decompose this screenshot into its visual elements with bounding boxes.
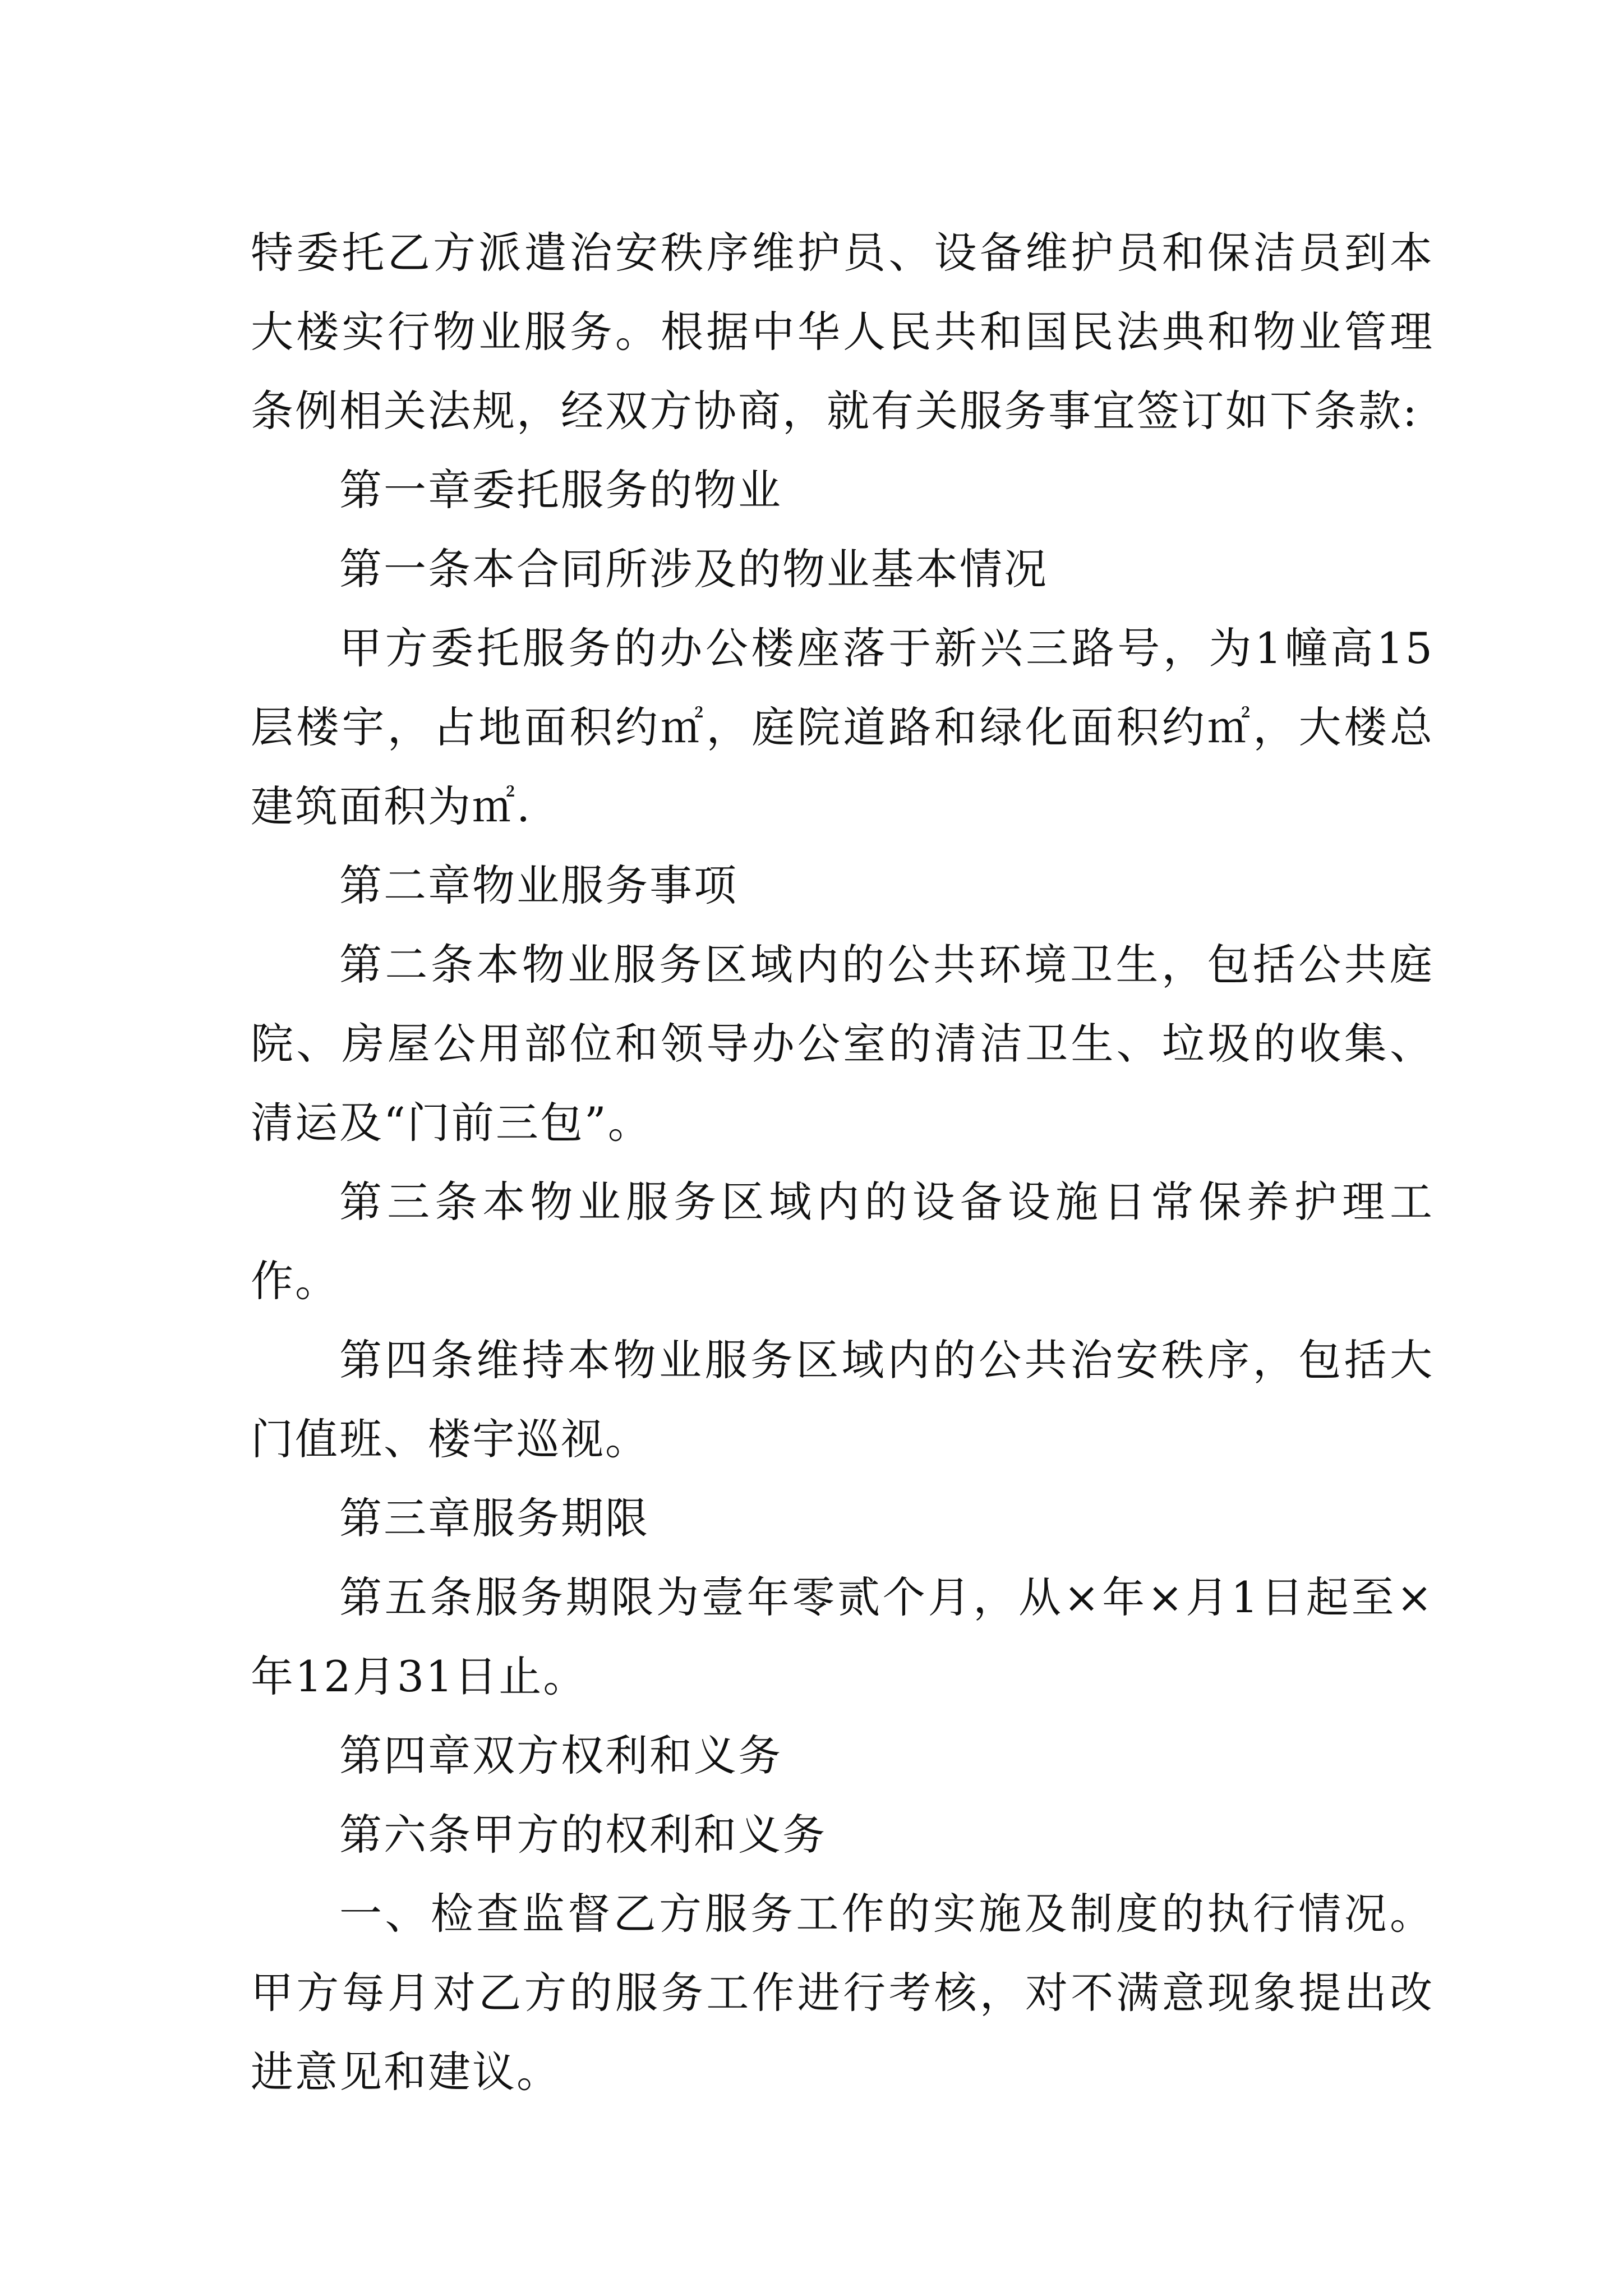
article-6-item-1: 一、检查监督乙方服务工作的实施及制度的执行情况。甲方每月对乙方的服务工作进行考核，对不满意现象提出改进意见和建议。 — [251, 1889, 1434, 2097]
article-1-heading: 第一条本合同所涉及的物业基本情况 — [339, 544, 1048, 594]
chapter-heading-1: 第一章委托服务的物业 — [339, 465, 782, 515]
chapter-heading-4: 第四章双方权利和义务 — [339, 1731, 782, 1780]
article-6-heading: 第六条甲方的权利和义务 — [339, 1810, 827, 1860]
article-3: 第三条本物业服务区域内的设备设施日常保养护理工作。 — [251, 1177, 1434, 1306]
document-body — [251, 213, 1434, 2111]
article-5: 第五条服务期限为壹年零贰个月，从×年×月1日起至×年12月31日止。 — [251, 1572, 1434, 1701]
article-2: 第二条本物业服务区域内的公共环境卫生，包括公共庭院、房屋公用部位和领导办公室的清洁卫生、垃圾的收集、清运及“门前三包”。 — [251, 940, 1434, 1148]
chapter-heading-2: 第二章物业服务事项 — [339, 861, 738, 910]
chapter-heading-3: 第三章服务期限 — [339, 1493, 649, 1543]
article-4: 第四条维持本物业服务区域内的公共治安秩序，包括大门值班、楼宇巡视。 — [251, 1335, 1434, 1464]
paragraph-intro: 特委托乙方派遣治安秩序维护员、设备维护员和保洁员到本大楼实行物业服务。根据中华人民共和国民法典和物业管理条例相关法规，经双方协商，就有关服务事宜签订如下条款: — [251, 228, 1434, 436]
article-1-body: 甲方委托服务的办公楼座落于新兴三路号，为1幢高15层楼宇，占地面积约㎡，庭院道路和绿化面积约㎡，大楼总建筑面积为㎡. — [251, 623, 1434, 831]
